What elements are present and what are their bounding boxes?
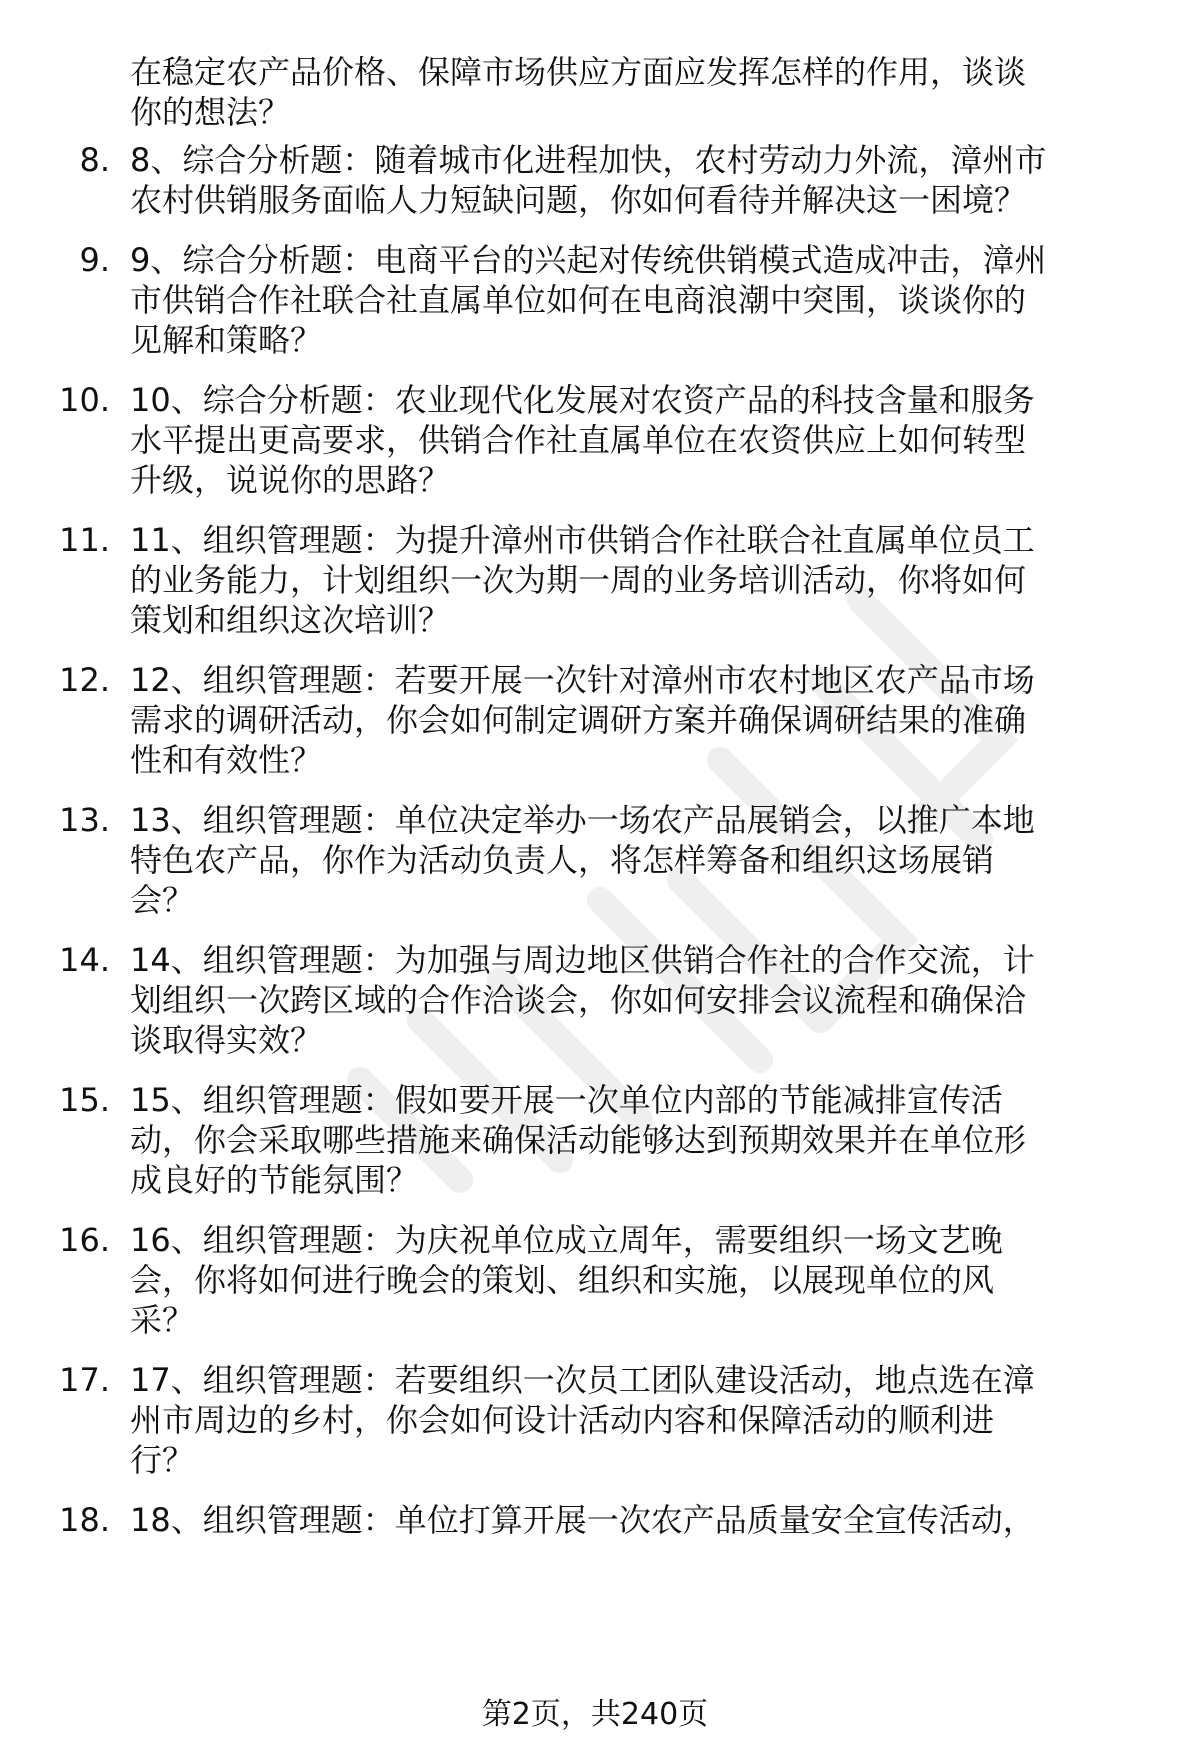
question-text: 13、组织管理题：单位决定举办一场农产品展销会，以推广本地 特色农产品，你作为活动负责人，将怎样筹备和组织这场展销 会？: [130, 801, 1035, 919]
question-number: 17.: [59, 1361, 110, 1399]
question-text: 18、组织管理题：单位打算开展一次农产品质量安全宣传活动，: [130, 1501, 1035, 1539]
question-number: 9.: [79, 241, 110, 279]
question-text: 17、组织管理题：若要组织一次员工团队建设活动，地点选在漳 州市周边的乡村，你会如何设计活动内容和保障活动的顺利进 行？: [130, 1361, 1035, 1479]
intro-text: 在稳定农产品价格、保障市场供应方面应发挥怎样的作用，谈谈 你的想法？: [130, 53, 1027, 131]
question-text: 11、组织管理题：为提升漳州市供销合作社联合社直属单位员工 的业务能力，计划组织一次为期一周的业务培训活动，你将如何 策划和组织这次培训？: [130, 521, 1035, 639]
question-text: 14、组织管理题：为加强与周边地区供销合作社的合作交流，计 划组织一次跨区域的合作洽谈会，你如何安排会议流程和确保洽 谈取得实效？: [130, 941, 1035, 1059]
question-number: 16.: [59, 1221, 110, 1259]
question-number: 8.: [79, 141, 110, 179]
question-number: 18.: [59, 1501, 110, 1539]
question-text: 16、组织管理题：为庆祝单位成立周年，需要组织一场文艺晚 会，你将如何进行晚会的策划、组织和实施，以展现单位的风 采？: [130, 1221, 1003, 1339]
question-text: 15、组织管理题：假如要开展一次单位内部的节能减排宣传活 动，你会采取哪些措施来确保活动能够达到预期效果并在单位形 成良好的节能氛围？: [130, 1081, 1027, 1199]
question-text: 8、综合分析题：随着城市化进程加快，农村劳动力外流，漳州市 农村供销服务面临人力短缺问题，你如何看待并解决这一困境？: [130, 141, 1047, 219]
question-number: 10.: [59, 381, 110, 419]
question-text: 12、组织管理题：若要开展一次针对漳州市农村地区农产品市场 需求的调研活动，你会如何制定调研方案并确保调研结果的准确 性和有效性？: [130, 661, 1035, 779]
question-text: 10、综合分析题：农业现代化发展对农资产品的科技含量和服务 水平提出更高要求，供销合作社直属单位在农资供应上如何转型 升级，说说你的思路？: [130, 381, 1035, 499]
question-text: 9、综合分析题：电商平台的兴起对传统供销模式造成冲击，漳州 市供销合作社联合社直属单位如何在电商浪潮中突围，谈谈你的 见解和策略？: [130, 241, 1047, 359]
question-number: 12.: [59, 661, 110, 699]
question-number: 14.: [59, 941, 110, 979]
question-number: 11.: [59, 521, 110, 559]
question-number: 15.: [59, 1081, 110, 1119]
question-number: 13.: [59, 801, 110, 839]
page-footer: 第2页，共240页: [481, 1697, 709, 1732]
